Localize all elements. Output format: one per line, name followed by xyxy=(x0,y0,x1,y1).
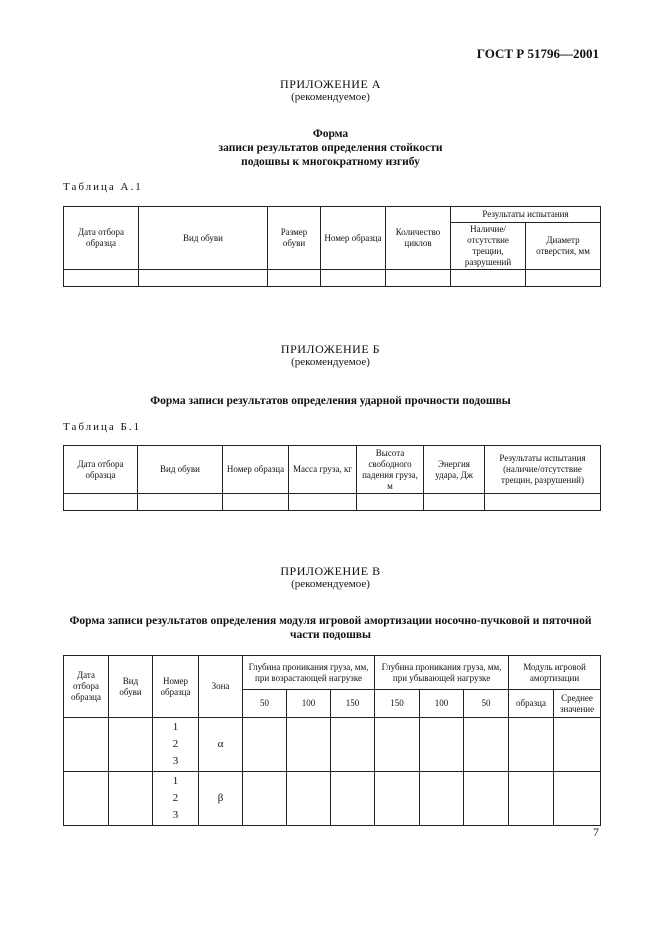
appendix-a-title: ПРИЛОЖЕНИЕ А xyxy=(280,77,381,91)
appendix-c-subtitle: (рекомендуемое) xyxy=(291,578,370,590)
col-date: Дата отбора образца xyxy=(64,207,139,270)
table-b1 xyxy=(63,445,601,511)
col-modulus: Модуль игровой амортизации xyxy=(509,656,601,690)
appendix-c-form-title-2: части подошвы xyxy=(290,629,371,641)
col-size: Размер обуви xyxy=(268,207,321,270)
col-mass: Масса груза, кг xyxy=(289,446,357,494)
load-dec-1: 150 xyxy=(375,690,420,718)
col-energy: Энергия удара, Дж xyxy=(424,446,485,494)
appendix-a-form-title-1: Форма xyxy=(312,128,349,140)
table-row xyxy=(64,270,601,287)
table-a1 xyxy=(63,206,601,287)
col-shoe-type: Вид обуви xyxy=(138,446,223,494)
sample-numbers: 1 2 3 xyxy=(153,772,199,826)
table-row xyxy=(64,718,601,772)
load-dec-3: 50 xyxy=(464,690,509,718)
appendix-a-subtitle: (рекомендуемое) xyxy=(291,91,370,103)
table-c xyxy=(63,655,601,826)
sample-numbers: 1 2 3 xyxy=(153,718,199,772)
document-code: ГОСТ Р 51796—2001 xyxy=(476,46,599,61)
col-results: Результаты испытания (наличие/отсутствие трещин, разрушений) xyxy=(485,446,601,494)
load-inc-2: 100 xyxy=(287,690,331,718)
col-sample-number: Номер образца xyxy=(321,207,386,270)
appendix-b-title: ПРИЛОЖЕНИЕ Б xyxy=(280,342,381,356)
load-inc-3: 150 xyxy=(331,690,375,718)
table-a1-label: Таблица А.1 xyxy=(63,181,143,193)
appendix-c-form-title-1: Форма записи результатов определения модуля игровой амортизации носочно-пучковой и пяточной xyxy=(69,615,592,627)
col-results: Результаты испытания xyxy=(451,207,601,223)
appendix-a-form-title-2: записи результатов определения стойкости xyxy=(218,142,443,154)
col-shoe-type: Вид обуви xyxy=(139,207,268,270)
col-diameter: Диаметр отверстия, мм xyxy=(526,223,601,270)
table-row xyxy=(64,494,601,511)
col-shoe-type: Вид обуви xyxy=(109,656,153,718)
appendix-b-form-title: Форма записи результатов определения ударной прочности подошвы xyxy=(150,395,511,407)
load-dec-2: 100 xyxy=(420,690,464,718)
col-depth-decreasing: Глубина проникания груза, мм, при убывающей нагрузке xyxy=(375,656,509,690)
col-modulus-average: Среднее значение xyxy=(554,690,601,718)
col-fall-height: Высота свободного падения груза, м xyxy=(357,446,424,494)
table-row xyxy=(64,772,601,826)
appendix-c-title: ПРИЛОЖЕНИЕ В xyxy=(280,564,381,578)
col-cracks: Наличие/ отсутствие трещин, разрушений xyxy=(451,223,526,270)
page-number: 7 xyxy=(593,825,599,839)
appendix-b-subtitle: (рекомендуемое) xyxy=(291,356,370,368)
col-zone: Зона xyxy=(199,656,243,718)
col-cycles: Количество циклов xyxy=(386,207,451,270)
load-inc-1: 50 xyxy=(243,690,287,718)
col-sample-number: Номер образца xyxy=(223,446,289,494)
col-depth-increasing: Глубина проникания груза, мм, при возрастающей нагрузке xyxy=(243,656,375,690)
col-modulus-sample: образца xyxy=(509,690,554,718)
zone-alpha: α xyxy=(199,718,243,772)
zone-beta: β xyxy=(199,772,243,826)
table-b1-label: Таблица Б.1 xyxy=(63,421,142,433)
col-date: Дата отбора образца xyxy=(64,656,109,718)
col-date: Дата отбора образца xyxy=(64,446,138,494)
col-sample-number: Номер образца xyxy=(153,656,199,718)
appendix-a-form-title-3: подошвы к многократному изгибу xyxy=(241,156,420,168)
